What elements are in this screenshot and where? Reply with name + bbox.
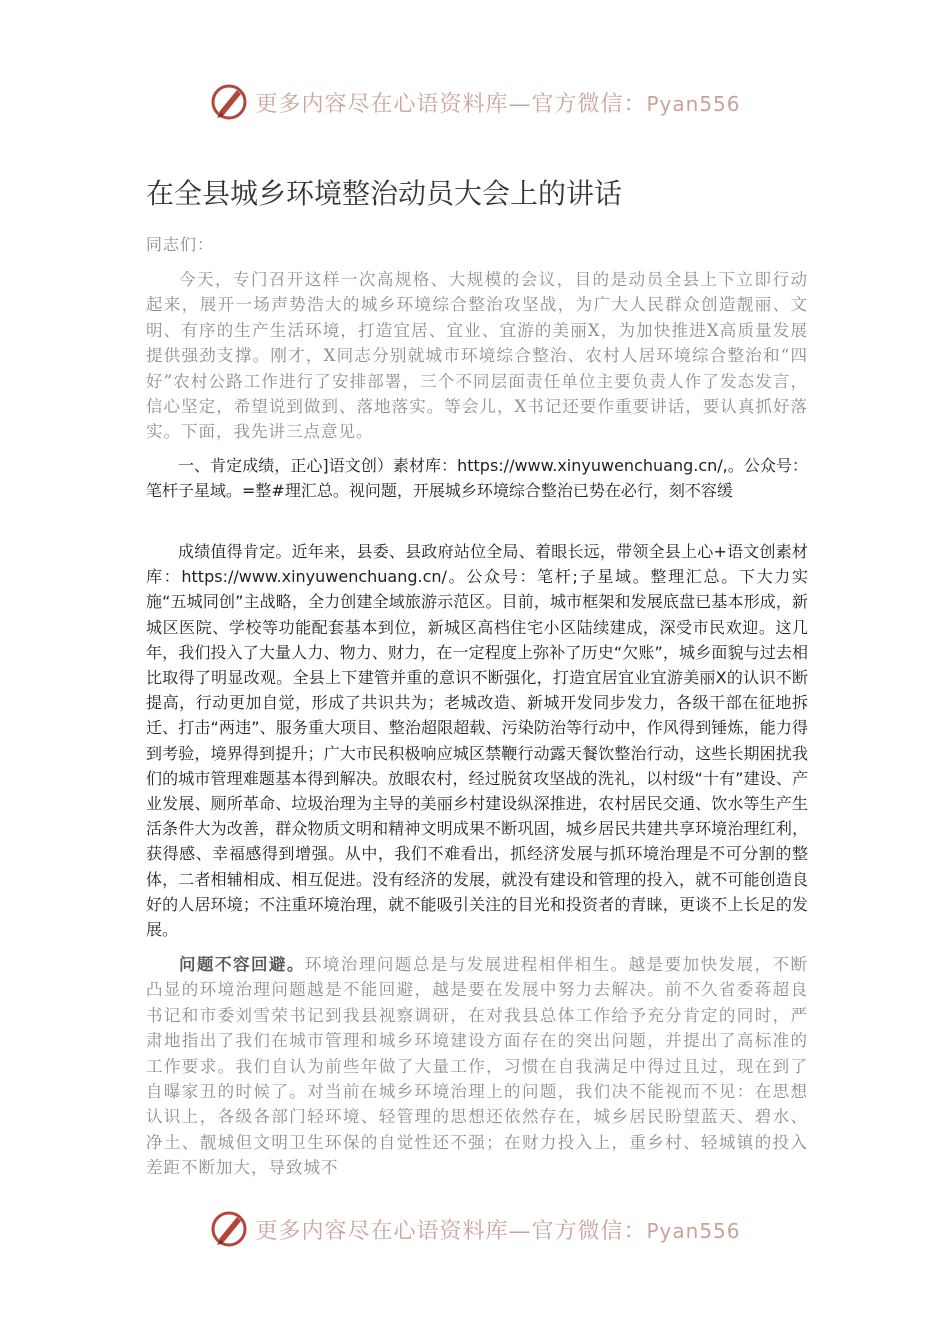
pen-logo-icon bbox=[209, 82, 249, 122]
banner-text bbox=[255, 87, 740, 118]
banner-wechat-id: Pyan556 bbox=[646, 1218, 741, 1243]
paragraph-problems-lead: 问题不容回避。 bbox=[179, 955, 305, 974]
banner-text-cn: 更多内容尽在心语资料库—官方微信： bbox=[255, 1218, 647, 1244]
paragraph-achievements: 成绩值得肯定。近年来，县委、县政府站位全局、着眼长远，带领全县上心+语文创素材库：https://www.xinyuwenchuang.cn/。公众号：笔杆;子星域。整理汇总。下大力实施“五城同创”主战略，全力创建全域旅游示范区。目前，城市框架和发展底盘已基本形成，新城区医院、学校等功能配套基本到位，新城区高档住宅小区陆续建成，深受市民欢迎。这几年，我们投入了大量人力、物力、财力，在一定程度上弥补了历史“欠账”，城乡面貌与过去相比取得了明显改观。全县上下建管并重的意识不断强化，打造宜居宜业宜游美丽X的认识不断提高，行动更加自觉，形成了共识共为；老城改造、新城开发同步发力，各级干部在征地拆迁、打击“两违”、服务重大项目、整治超限超载、污染防治等行动中，作风得到锤炼，能力得到考验，境界得到提升；广大市民积极响应城区禁鞭行动露天餐饮整治行动，这些长期困扰我们的城市管理难题基本得到解决。放眼农村，经过脱贫攻坚战的洗礼，以村级“十有”建设、产业发展、厕所革命、垃圾治理为主导的美丽乡村建设纵深推进，农村居民交通、饮水等生产生活条件大为改善，群众物质文明和精神文明成果不断巩固，城乡居民共建共享环境治理红利，获得感、幸福感得到增强。从中，我们不难看出，抓经济发展与抓环境治理是不可分割的整体，二者相辅相成、相互促进。没有经济的发展，就没有建设和管理的投入，就不可能创造良好的人居环境；不注重环境治理，就不能吸引关注的目光和投资者的青睐，更谈不上长足的发展。 bbox=[146, 542, 808, 940]
paragraph-intro: 今天，专门召开这样一次高规格、大规模的会议，目的是动员全县上下立即行动起来，展开一场声势浩大的城乡环境综合整治攻坚战，为广大人民群众创造靓丽、文明、有序的生产生活环境，打造宜居、宜业、宜游的美丽X，为加快推进X高质量发展提供强劲支撑。刚才，X同志分别就城市环境综合整治、农村人居环境综合整治和“四好”农村公路工作进行了安排部署，三个不同层面责任单位主要负责人作了发态发言，信心坚定，希望说到做到、落地落实。等会儿，X书记还要作重要讲话，要认真抓好落实。下面，我先讲三点意见。 bbox=[146, 270, 808, 442]
banner-text bbox=[255, 1214, 740, 1245]
paragraph-problems-body: 环境治理问题总是与发展进程相伴相生。越是要加快发展，不断凸显的环境治理问题越是不能回避，越是要在发展中努力去解决。前不久省委蒋超良书记和市委刘雪荣书记到我县视察调研，在对我县总体工作给予充分肯定的同时，严肃地指出了我们在城市管理和城乡环境建设方面存在的突出问题，并提出了高标准的工作要求。我们自认为前些年做了大量工作，习惯在自我满足中得过且过，现在到了自曝家丑的时候了。对当前在城乡环境治理上的问题，我们决不能视而不见：在思想认识上，各级各部门轻环境、轻管理的思想还依然存在，城乡居民盼望蓝天、碧水、净土、靓城但文明卫生环保的自觉性还不强；在财力投入上，重乡村、轻城镇的投入差距不断加大，导致城不 bbox=[146, 955, 809, 1178]
pen-logo-icon bbox=[209, 1209, 249, 1249]
banner-wechat-id: Pyan556 bbox=[646, 91, 741, 116]
header-banner bbox=[0, 80, 950, 124]
paragraph-section-heading: 一、肯定成绩，正心]语文创）素材库：https://www.xinyuwenchuang.cn/,。公众号：笔杆子星域。=整#理汇总。视问题，开展城乡环境综合整治已势在必行，刻不容缓 bbox=[146, 456, 808, 501]
banner-text-cn: 更多内容尽在心语资料库—官方微信： bbox=[255, 91, 647, 117]
document-title: 在全县城乡环境整治动员大会上的讲话 bbox=[146, 177, 623, 210]
salutation: 同志们： bbox=[146, 235, 215, 254]
footer-banner bbox=[0, 1207, 950, 1251]
paragraph-problems bbox=[146, 952, 808, 1181]
